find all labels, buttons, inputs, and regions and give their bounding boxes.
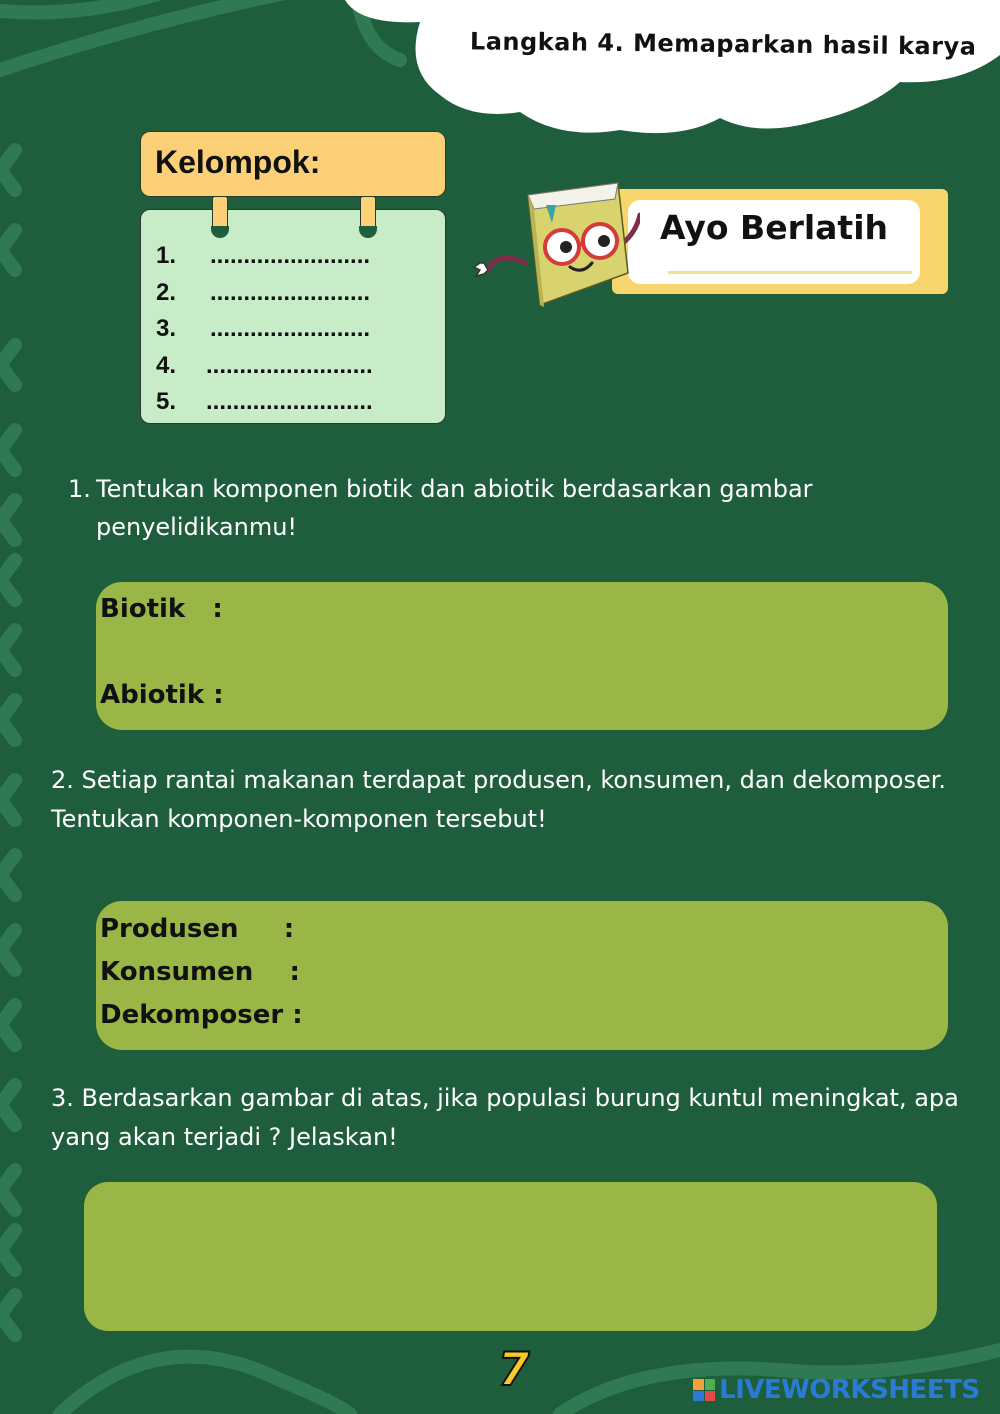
member-number: 2. [156, 278, 177, 306]
liveworksheets-logo[interactable] [693, 1377, 980, 1403]
question-2-text: 2. Setiap rantai makanan terdapat produsen, konsumen, dan dekomposer. Tentukan komponen-komponen tersebut! [51, 766, 947, 833]
member-blank: ......................... [206, 388, 373, 415]
member-number: 3. [156, 315, 177, 342]
member-blank: ......................... [206, 351, 373, 379]
abiotik-input[interactable] [240, 680, 934, 716]
group-member-item[interactable] [156, 238, 373, 275]
biotik-input[interactable] [240, 594, 934, 630]
member-number: 4. [156, 351, 177, 379]
member-number: 1. [156, 242, 177, 269]
group-member-item[interactable] [156, 311, 373, 348]
group-card-title: Kelompok: [155, 144, 321, 180]
dekomposer-label: Dekomposer : [100, 1000, 303, 1030]
practice-badge-title: Ayo Berlatih [660, 208, 889, 247]
group-member-item[interactable] [156, 348, 373, 385]
page-number: 7 [493, 1342, 535, 1396]
biotik-label: Biotik : [100, 594, 223, 624]
group-members-list [156, 238, 373, 421]
dekomposer-input[interactable] [300, 1000, 934, 1036]
konsumen-label: Konsumen : [100, 957, 300, 987]
group-member-item[interactable] [156, 384, 373, 421]
step-title: Langkah 4. Memaparkan hasil karya [469, 27, 977, 61]
liveworksheets-icon [693, 1379, 715, 1401]
book-mascot-icon [470, 175, 640, 315]
group-card-header [140, 131, 446, 197]
card-ring-right [360, 196, 376, 226]
question-1-number: 1. [68, 475, 91, 503]
question-1-text: Tentukan komponen biotik dan abiotik berdasarkan gambar penyelidikanmu! [96, 475, 813, 541]
liveworksheets-brand: LIVEWORKSHEETS [719, 1375, 980, 1405]
produsen-label: Produsen : [100, 914, 295, 944]
member-blank: ........................ [210, 315, 371, 342]
abiotik-label: Abiotik : [100, 680, 224, 710]
produsen-input[interactable] [300, 914, 934, 950]
card-ring-left [212, 196, 228, 226]
question-1 [68, 470, 948, 546]
group-member-item[interactable] [156, 275, 373, 312]
member-number: 5. [156, 388, 177, 415]
question-3-answer-input[interactable] [100, 1196, 924, 1320]
konsumen-input[interactable] [300, 957, 934, 993]
question-3-text: 3. Berdasarkan gambar di atas, jika populasi burung kuntul meningkat, apa yang akan terjadi ? Jelaskan! [51, 1084, 959, 1151]
member-blank: ........................ [210, 242, 371, 269]
member-blank: ........................ [210, 278, 371, 306]
practice-badge-underline [668, 271, 912, 274]
